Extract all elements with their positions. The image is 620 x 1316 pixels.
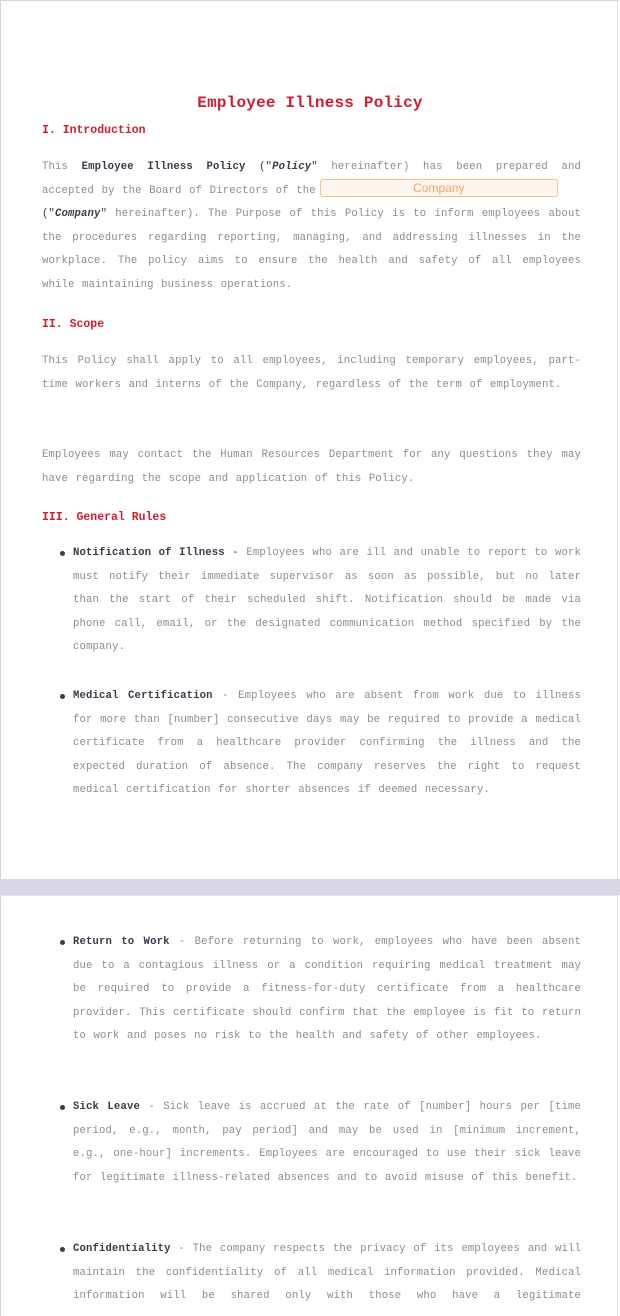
rule-text: The company respects the privacy of its employees and will maintain the confidentiality of all medical information provided. Medical information will be shared only with those who have a legitimate — [73, 1243, 581, 1303]
company-open-quote: (" — [42, 208, 56, 220]
rule-separator: - — [212, 690, 239, 702]
rule-separator: - — [169, 936, 195, 948]
bullet-icon — [60, 1105, 65, 1110]
intro-purpose-text: hereinafter). The Purpose of this Policy is to inform employees about the procedures regarding reporting, managing, and addressing illnesses in the workplace. The policy aims to ensure the health and safety of all employees while maintaining business operations. — [42, 208, 581, 291]
intro-open-quote: (" — [259, 161, 273, 173]
rule-item-return-to-work — [73, 931, 581, 1049]
rule-text: Sick leave is accrued at the rate of [number] hours per [time period, e.g., month, pay period] and may be used in [minimum increment, e.g., one-hour] increments. Employees are encouraged to use their sick leave for legitimate illness-related absences and to avoid misuse of this benefit. — [73, 1101, 581, 1184]
company-name-input[interactable] — [320, 179, 558, 197]
rule-item-confidentiality — [73, 1238, 581, 1309]
section-heading-introduction: I. Introduction — [42, 124, 146, 137]
section-heading-general-rules: III. General Rules — [42, 511, 167, 524]
rule-text: Employees who are absent from work due to illness for more than [number] consecutive days may be required to provide a medical certificate from a healthcare provider confirming the illness and the expected duration of absence. The company reserves the right to request medical certification for shorter absences if deemed necessary. — [73, 690, 581, 797]
rule-text: Before returning to work, employees who have been absent due to a contagious illness or a condition requiring medical treatment may be required to provide a fitness-for-duty certificate from a healthcare provider. This certificate should confirm that the employee is fit to return to work and poses no risk to the health and safety of other employees. — [73, 936, 581, 1043]
introduction-paragraph-2 — [42, 203, 581, 297]
rule-item-sick-leave — [73, 1096, 581, 1190]
intro-text-this: This — [42, 161, 69, 173]
bullet-icon — [60, 694, 65, 699]
policy-defined-term: Policy — [272, 161, 312, 173]
rule-title: Notification of Illness — [73, 547, 225, 559]
document-title: Employee Illness Policy — [197, 94, 423, 112]
bullet-icon — [60, 551, 65, 556]
rule-title: Sick Leave — [73, 1101, 140, 1113]
rule-text: Employees who are ill and unable to report to work must notify their immediate supervisor as soon as possible, but no later than the start of their scheduled shift. Notification should be made via phone call, email, or the designated communication method specified by the company. — [73, 547, 581, 654]
rule-separator: - — [170, 1243, 193, 1255]
policy-name-term: Employee Illness Policy — [81, 161, 246, 173]
company-close-quote: " — [100, 208, 108, 220]
rule-separator: - — [139, 1101, 164, 1113]
scope-paragraph-1: This Policy shall apply to all employees, including temporary employees, part-time workers and interns of the Company, regardless of the term of employment. — [42, 355, 581, 391]
bullet-icon — [60, 1247, 65, 1252]
rule-title: Return to Work — [73, 936, 170, 948]
page-break — [0, 879, 620, 895]
scope-paragraph-2: Employees may contact the Human Resources Department for any questions they may have regarding the scope and application of this Policy. — [42, 449, 581, 485]
intro-text-rest: hereinafter) has been prepared and accepted by the Board of Directors of the — [42, 161, 582, 197]
section-heading-scope: II. Scope — [42, 318, 105, 331]
rule-separator: - — [224, 547, 247, 559]
introduction-paragraph-1 — [42, 156, 581, 203]
intro-close-quote: " — [311, 161, 318, 173]
rule-item-notification-of-illness — [73, 542, 581, 660]
rule-title: Confidentiality — [73, 1243, 171, 1255]
company-defined-term: Company — [55, 208, 101, 220]
rule-title: Medical Certification — [73, 690, 213, 702]
bullet-icon — [60, 940, 65, 945]
rule-item-medical-certification — [73, 685, 581, 803]
